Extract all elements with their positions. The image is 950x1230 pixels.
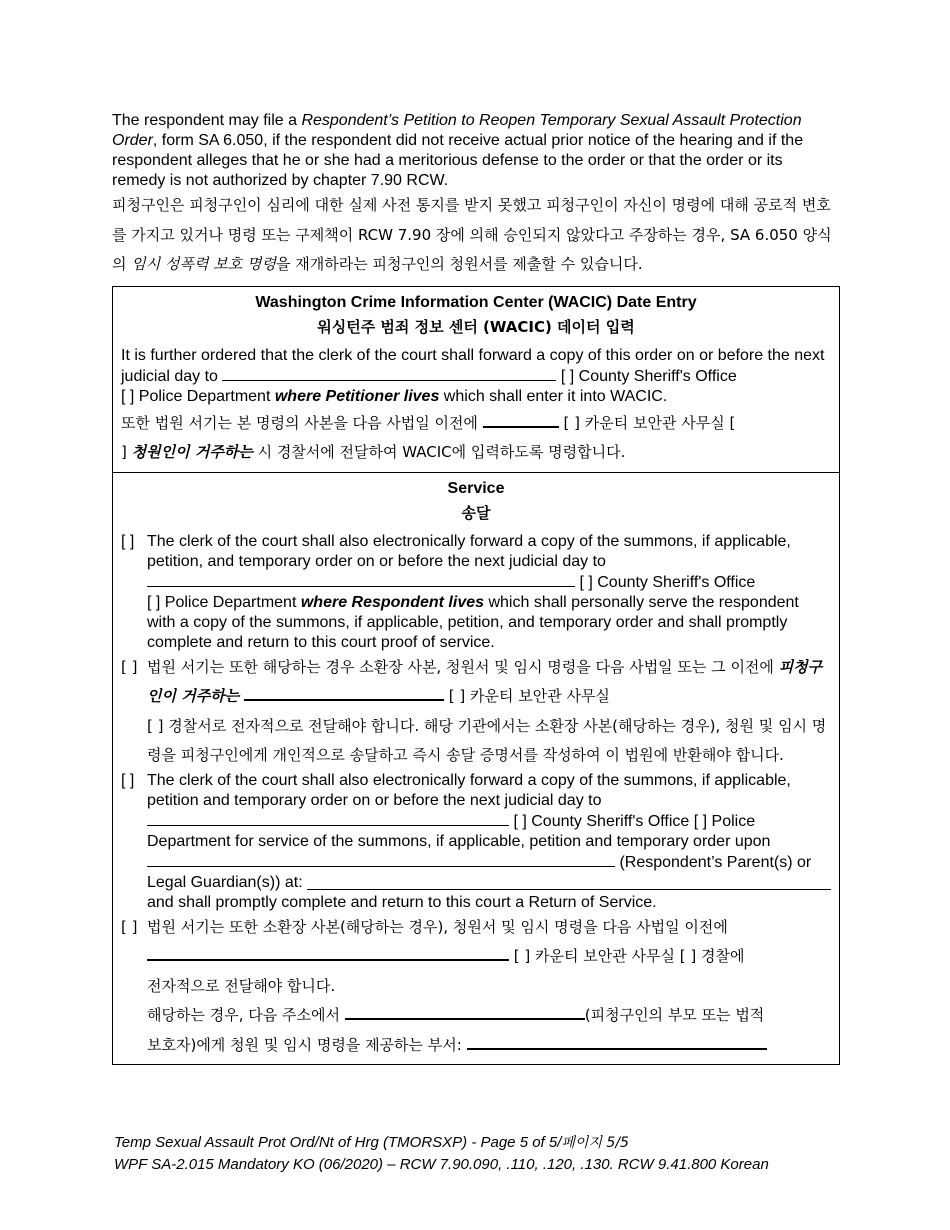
footer-title: Temp Sexual Assault Prot Ord/Nt of Hrg (TMORSXP) - Page 5 of 5/ (114, 1134, 562, 1151)
checkbox[interactable]: [ ] (121, 771, 135, 789)
intro-english (112, 111, 840, 191)
guardian-label: Legal Guardian(s)) at: (147, 873, 303, 891)
agency-blank[interactable] (483, 412, 559, 428)
intro-text: 을 재개하라는 피청구인의 청원서를 제출할 수 있습니다. (275, 255, 643, 273)
item4-ko-line5 (147, 1031, 831, 1061)
item1-text-1: The clerk of the court shall also electronically forward a copy of the summons, if applicable, petition, and temporary order on or before the next judicial day to (147, 532, 791, 570)
guardian-line (147, 873, 831, 893)
item2-ko-2: [ ] 경찰서로 전자적으로 전달해야 합니다. 해당 기관에서는 소환장 사본(해당하는 경우), 청원 및 임시 명령을 피청구인에게 개인적으로 송달하고 즉시 송달 증명서를 작성하여 이 법원에 반환해야 합니다. (147, 716, 827, 764)
department-blank[interactable] (467, 1034, 767, 1050)
agency-blank[interactable] (147, 572, 575, 587)
wacic-title: Washington Crime Information Center (WACIC) Date Entry (255, 293, 697, 311)
item4-ko-line2 (147, 942, 831, 972)
item1-text-2 (147, 593, 831, 653)
item4-ko-2: 전자적으로 전달해야 합니다. (147, 976, 336, 995)
where-respondent-lives: where Respondent lives (300, 593, 485, 611)
sheriff-option[interactable]: [ ] County Sheriff's Office (560, 367, 737, 385)
intro-korean (112, 191, 840, 280)
wacic-section (113, 287, 839, 472)
item4-ko-4: 보호자)에게 청원 및 임시 명령을 제공하는 부서: (147, 1035, 462, 1054)
checkbox[interactable]: [ ] (121, 917, 138, 936)
service-title-korean: 송달 (461, 503, 491, 522)
item3-text-1: The clerk of the court shall also electronically forward a copy of the summons, if applicable, petition and temporary order on or before the next judicial day to (147, 771, 791, 809)
respondent-parent-blank[interactable] (147, 852, 615, 867)
item2-text (147, 653, 831, 712)
service-title: Service (447, 479, 505, 497)
item1-text (147, 532, 831, 593)
intro-text: The respondent may file a (112, 112, 302, 129)
parent-label: (피청구인의 부모 또는 법적 (584, 1006, 765, 1024)
intro-text: 피청구인은 피청구인이 심리에 대한 실제 사전 통지를 받지 못했고 피청구인이 자신이 명령에 대해 공로적 변호를 가지고 있거나 명령 또는 구제책이 RCW 7.90 장에 의해 승인되지 않았다고 주장하는 경우, SA 6.050 양식의 (112, 196, 832, 273)
form-title: 임시 성폭력 보호 명령 (131, 255, 276, 273)
agency-blank[interactable] (147, 811, 509, 826)
item4-ko-1: 법원 서기는 또한 소환장 사본(해당하는 경우), 청원서 및 임시 명령을 다음 사법일 이전에 (147, 917, 728, 936)
sheriff-police-option[interactable]: [ ] 카운티 보안관 사무실 [ ] 경찰에 (513, 947, 745, 965)
wacic-text-1: It is further ordered that the clerk of the court shall forward a copy of this order on or before the next judicial day to (121, 346, 825, 385)
parent-label: (Respondent’s Parent(s) or (619, 853, 812, 871)
document-page (112, 111, 840, 1065)
agency-blank[interactable] (147, 945, 509, 961)
police-option[interactable]: [ ] Police Department (121, 387, 275, 405)
form-title: Respondent’s Petition to Reopen Temporary Sexual Assault Protection Order (112, 112, 802, 149)
agency-blank[interactable] (244, 685, 444, 701)
sheriff-police-option[interactable]: [ ] County Sheriff's Office [ ] Police (513, 812, 756, 830)
checkbox[interactable]: [ ] (121, 532, 135, 550)
item1-text-3: which shall personally serve the respondent with a copy of the summons, if applicable, petition, and temporary order and shall promptly complete and return to this court proof of service. (147, 593, 799, 651)
item4-ko-3: 해당하는 경우, 다음 주소에서 (147, 1006, 340, 1024)
footer-line-2: WPF SA-2.015 Mandatory KO (06/2020) – RCW 7.90.090, .110, .120, .130. RCW 9.41.800 Korean (114, 1156, 769, 1173)
sheriff-option[interactable]: [ ] 카운티 보안관 사무실 (448, 687, 610, 705)
wacic-text (121, 346, 831, 407)
item4-ko-line4 (147, 1001, 831, 1031)
service-item-4 (121, 913, 831, 1061)
wacic-ko-1: 또한 법원 서기는 본 명령의 사본을 다음 사법일 이전에 (121, 413, 478, 432)
intro-text: , form SA 6.050, if the respondent did not receive actual prior notice of the hearing and if the respondent alleges that he or she had a meritorious defense to the order or that the order or its remedy is not authorized by chapter 7.90 RCW. (112, 132, 804, 189)
page-footer (114, 1132, 769, 1176)
footer-line-1 (114, 1132, 769, 1154)
checkbox[interactable]: [ ] (121, 657, 138, 676)
police-option[interactable]: ] (121, 443, 127, 461)
wacic-ko-3: 시 경찰서에 전달하여 WACIC에 입력하도록 명령합니다. (252, 443, 626, 461)
sheriff-option[interactable]: [ ] County Sheriff's Office (579, 573, 756, 591)
service-item-3 (121, 771, 831, 913)
address-blank[interactable] (307, 873, 831, 890)
wacic-text-korean (121, 409, 831, 468)
item2-ko-1: 법원 서기는 또한 해당하는 경우 소환장 사본, 청원서 및 임시 명령을 다음 사법일 또는 그 이전에 (147, 657, 779, 676)
agency-blank[interactable] (222, 366, 556, 381)
address-blank[interactable] (345, 1004, 585, 1020)
sheriff-option[interactable]: [ ] 카운티 보안관 사무실 [ (563, 413, 736, 432)
service-item-1 (121, 532, 831, 653)
order-box (112, 286, 840, 1066)
wacic-text-3: which shall enter it into WACIC. (439, 387, 668, 405)
where-petitioner-lives: 청원인이 거주하는 (131, 443, 253, 461)
wacic-title-korean: 워싱턴주 범죄 정보 센터 (WACIC) 데이터 입력 (317, 317, 635, 336)
where-petitioner-lives: where Petitioner lives (274, 387, 440, 405)
service-item-2 (121, 653, 831, 771)
where-respondent-lives: 피청구인이 거주하는 (147, 657, 823, 705)
item3-text-2: Department for service of the summons, if applicable, petition and temporary order upon (147, 832, 771, 850)
item3-text-3: and shall promptly complete and return to this court a Return of Service. (147, 893, 657, 911)
item3-text (147, 771, 831, 873)
police-option[interactable]: [ ] Police Department (147, 593, 301, 611)
service-section (113, 472, 839, 1065)
footer-page-korean: 페이지 5/5 (561, 1135, 629, 1151)
